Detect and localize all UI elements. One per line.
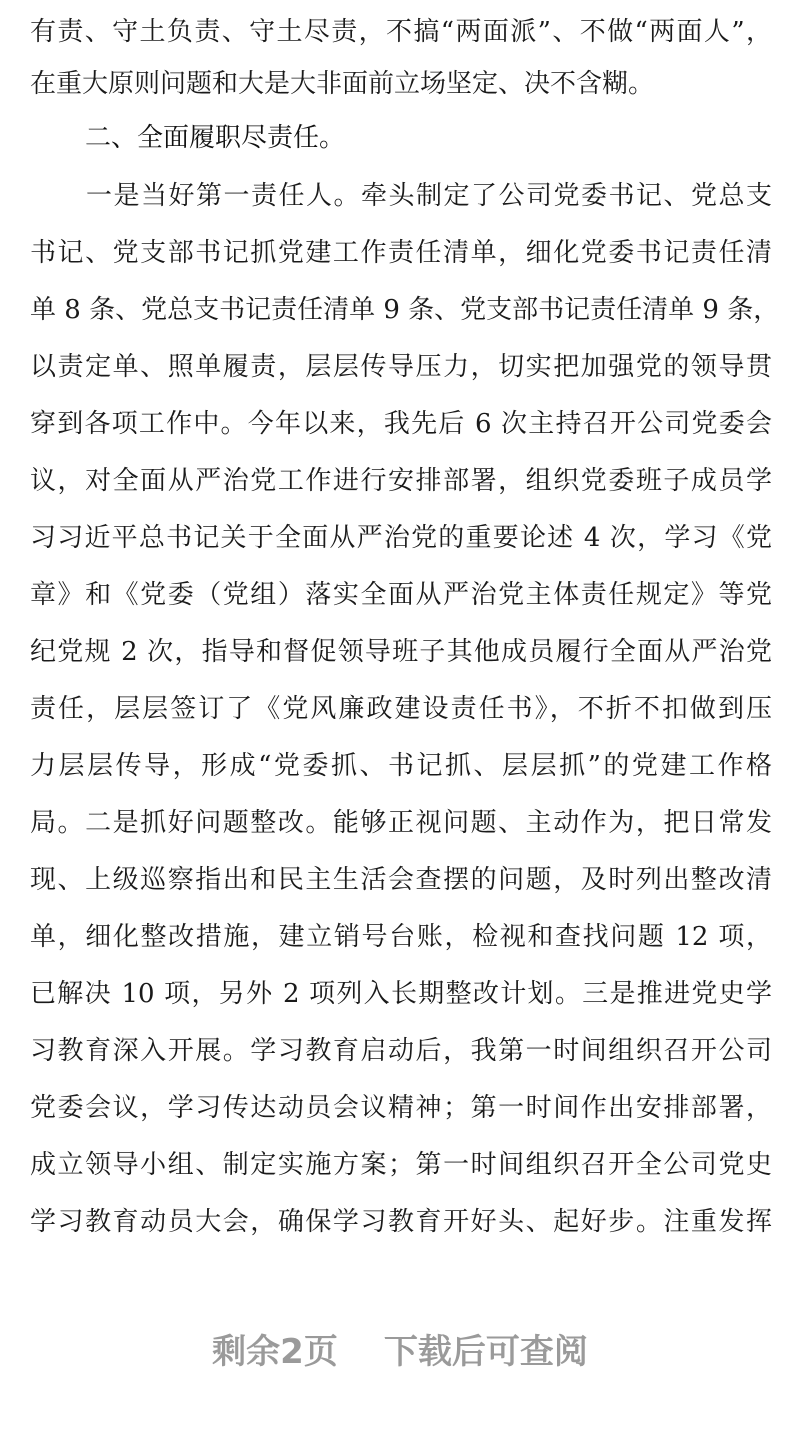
paragraph-line: 在重大原则问题和大是大非面前立场坚定、决不含糊。 <box>30 69 655 99</box>
paragraph-line: 习习近平总书记关于全面从严治党的重要论述 4 次，学习《党 <box>30 523 772 553</box>
paragraph-line: 局。二是抓好问题整改。能够正视问题、主动作为，把日常发 <box>30 808 772 838</box>
paragraph-line: 一是当好第一责任人。牵头制定了公司党委书记、党总支 <box>86 181 772 211</box>
paragraph-line: 责任，层层签订了《党风廉政建设责任书》，不折不扣做到压 <box>30 694 772 724</box>
paragraph-line: 力层层传导，形成“党委抓、书记抓、层层抓”的党建工作格 <box>30 751 772 781</box>
paragraph-line: 纪党规 2 次，指导和督促领导班子其他成员履行全面从严治党 <box>30 637 772 667</box>
paragraph-line: 成立领导小组、制定实施方案；第一时间组织召开全公司党史 <box>30 1150 772 1180</box>
download-to-view-text: 下载后可查阅 <box>383 1332 588 1372</box>
paragraph-line: 已解决 10 项，另外 2 项列入长期整改计划。三是推进党史学 <box>30 979 772 1009</box>
paragraph-line: 单 8 条、党总支书记责任清单 9 条、党支部书记责任清单 9 条， <box>30 295 780 325</box>
paragraph-line: 书记、党支部书记抓党建工作责任清单，细化党委书记责任清 <box>30 238 772 268</box>
paragraph-line: 习教育深入开展。学习教育启动后，我第一时间组织召开公司 <box>30 1036 772 1066</box>
section-heading: 二、全面履职尽责任。 <box>85 123 346 153</box>
paragraph-line: 有责、守土负责、守土尽责，不搞“两面派”、不做“两面人”， <box>30 17 772 47</box>
paragraph-line: 章》和《党委（党组）落实全面从严治党主体责任规定》等党 <box>30 580 772 610</box>
download-notice[interactable] <box>0 1322 800 1382</box>
paragraph-line: 单，细化整改措施，建立销号台账，检视和查找问题 12 项， <box>30 922 772 952</box>
paragraph-line: 穿到各项工作中。今年以来，我先后 6 次主持召开公司党委会 <box>30 409 772 439</box>
paragraph-line: 以责定单、照单履责，层层传导压力，切实把加强党的领导贯 <box>30 352 772 382</box>
paragraph-line: 党委会议，学习传达动员会议精神；第一时间作出安排部署， <box>30 1093 772 1123</box>
paragraph-line: 议，对全面从严治党工作进行安排部署，组织党委班子成员学 <box>30 466 772 496</box>
paragraph-line: 学习教育动员大会，确保学习教育开好头、起好步。注重发挥 <box>30 1207 772 1237</box>
paragraph-line: 现、上级巡察指出和民主生活会查摆的问题，及时列出整改清 <box>30 865 772 895</box>
remaining-pages-text: 剩余2页 <box>212 1332 338 1372</box>
